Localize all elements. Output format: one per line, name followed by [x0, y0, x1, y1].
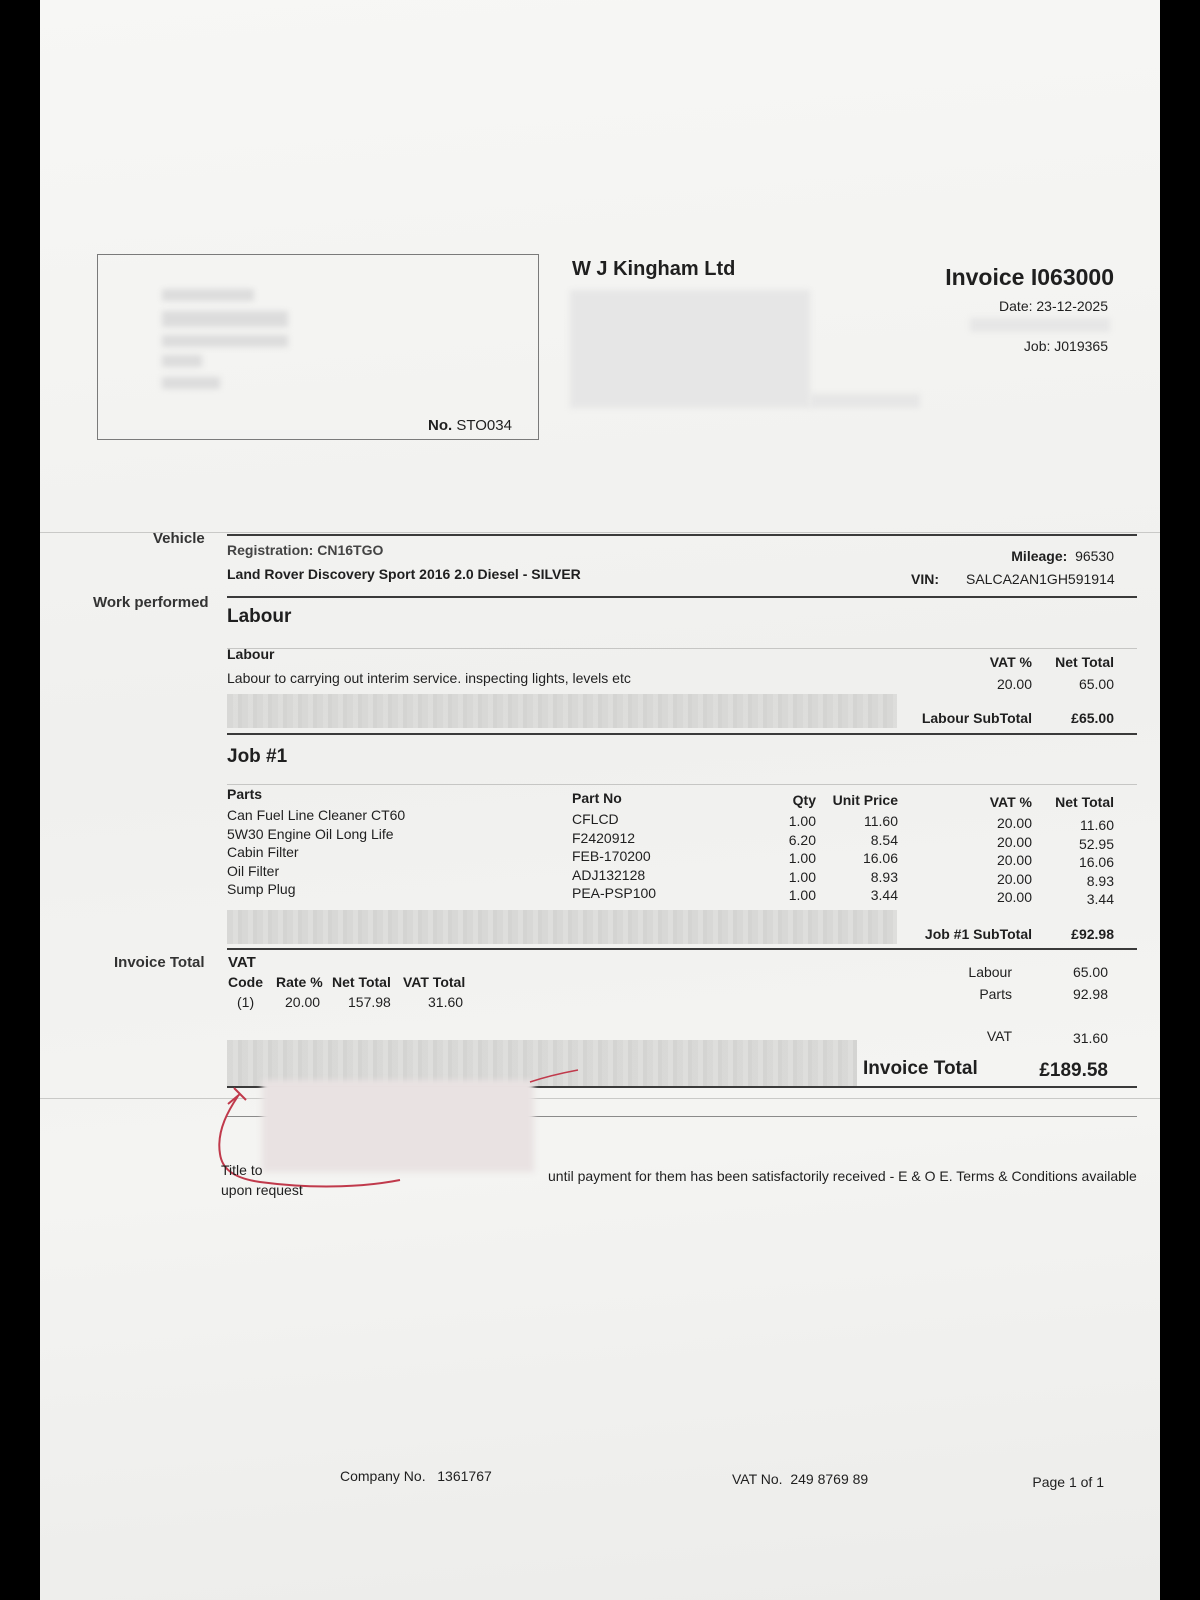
- vat-header: VAT %: [989, 794, 1032, 810]
- part-vat: 20.00: [996, 870, 1032, 887]
- vat-rate-value: 20.00: [285, 994, 321, 1010]
- vat-code-header: Code: [228, 974, 263, 990]
- redacted-text: [810, 394, 920, 408]
- part-qty: 6.20: [788, 831, 816, 848]
- invoice-total-value: £189.58: [1039, 1060, 1108, 1081]
- mileage-label: Mileage:: [1011, 548, 1068, 564]
- customer-number-label: No.: [428, 417, 453, 434]
- fold-line: [40, 1098, 1160, 1099]
- vat-net-value: 157.98: [348, 994, 391, 1010]
- part-net: 3.44: [1086, 891, 1114, 907]
- part-unit-price: 3.44: [870, 887, 898, 903]
- redacted-text: [162, 377, 220, 389]
- vat-total-header: VAT Total: [403, 974, 466, 990]
- labour-subtotal-value: £65.00: [1071, 710, 1114, 726]
- invoice-date: Date: 23-12-2025: [999, 298, 1108, 314]
- vehicle-registration: Registration: CN16TGO: [227, 542, 384, 558]
- net-total-header: Net Total: [1055, 794, 1114, 810]
- redacted-text: [970, 318, 1110, 332]
- part-description: 5W30 Engine Oil Long Life: [227, 825, 394, 842]
- part-qty: 1.00: [788, 887, 816, 903]
- labour-description: Labour to carrying out interim service. inspecting lights, levels etc: [227, 670, 631, 686]
- vat-total-value: 31.60: [428, 994, 464, 1010]
- invoice-page: [40, 0, 1160, 1600]
- divider: [227, 648, 1137, 649]
- labour-vat-value: 20.00: [996, 676, 1032, 692]
- job-subtotal-value: £92.98: [1071, 926, 1114, 942]
- totals-vat-value: 31.60: [1072, 1030, 1108, 1046]
- part-number: CFLCD: [572, 811, 619, 827]
- part-number-column: [572, 810, 656, 903]
- totals-vat-label: VAT: [986, 1028, 1012, 1044]
- part-unit-price: 8.54: [870, 831, 898, 848]
- part-number: FEB-170200: [572, 848, 651, 864]
- pen-mark-icon: [210, 1068, 590, 1198]
- vin-value: SALCA2AN1GH591914: [966, 571, 1115, 587]
- part-description: Can Fuel Line Cleaner CT60: [227, 807, 406, 823]
- terms-line-end: until payment for them has been satisfactorily received - E & O E. Terms & Conditions available: [548, 1168, 1137, 1184]
- divider: [227, 784, 1137, 785]
- divider: [227, 596, 1137, 598]
- totals-parts-value: 92.98: [1072, 986, 1108, 1002]
- customer-number: [428, 417, 512, 434]
- mileage-value: 96530: [1075, 548, 1114, 564]
- redacted-text: [162, 311, 288, 327]
- redacted-text: [162, 335, 288, 347]
- part-number: PEA-PSP100: [572, 885, 657, 901]
- divider: [227, 534, 1137, 536]
- labour-net-value: 65.00: [1078, 676, 1114, 692]
- section-label-vehicle: Vehicle: [153, 530, 205, 547]
- part-unit-price: 16.06: [862, 850, 898, 866]
- parts-description-column: [227, 806, 405, 899]
- labour-net-header: Net Total: [1055, 654, 1114, 670]
- terms-line-2: upon request: [221, 1182, 303, 1198]
- totals-parts-label: Parts: [979, 986, 1012, 1002]
- vat-rate-header: Rate %: [276, 974, 323, 990]
- part-net: 8.93: [1086, 872, 1114, 889]
- invoice-job: Job: J019365: [1023, 338, 1108, 354]
- part-unit-price: 11.60: [864, 813, 898, 829]
- part-description: Sump Plug: [227, 881, 296, 897]
- part-net: 16.06: [1078, 854, 1114, 870]
- page-number: Page 1 of 1: [1032, 1474, 1104, 1490]
- shaded-band: [227, 910, 897, 944]
- part-vat: 20.00: [996, 852, 1032, 868]
- job-subtotal-label: Job #1 SubTotal: [924, 926, 1032, 942]
- shaded-band: [227, 694, 897, 728]
- part-vat: 20.00: [996, 815, 1032, 831]
- vin-label: VIN:: [911, 571, 939, 587]
- part-qty: 1.00: [788, 850, 816, 866]
- vat-code-value: (1): [237, 994, 255, 1010]
- parts-header: Parts: [227, 786, 263, 802]
- part-number: F2420912: [572, 829, 636, 846]
- totals-labour-value: 65.00: [1072, 964, 1108, 980]
- vehicle-description: Land Rover Discovery Sport 2016 2.0 Diesel - SILVER: [227, 566, 581, 582]
- part-unit-price: 8.93: [870, 868, 898, 885]
- company-number: [340, 1468, 492, 1484]
- section-label-invoice-total: Invoice Total: [114, 954, 205, 971]
- divider: [227, 733, 1137, 735]
- vat-number-label: VAT No.: [732, 1471, 783, 1487]
- part-vat: 20.00: [996, 833, 1032, 850]
- redacted-text: [162, 289, 254, 301]
- part-net: 11.60: [1080, 817, 1114, 833]
- divider: [227, 948, 1137, 950]
- unit-price-header: Unit Price: [832, 792, 898, 808]
- redacted-company-address: [570, 290, 810, 408]
- fold-line: [40, 532, 1160, 533]
- vat-number-value: 249 8769 89: [790, 1471, 869, 1487]
- part-vat: 20.00: [996, 889, 1032, 905]
- qty-header: Qty: [792, 792, 816, 808]
- unit-price-column: [863, 812, 898, 905]
- section-label-work-performed: Work performed: [93, 594, 209, 611]
- qty-column: [789, 812, 816, 905]
- customer-address-box: [97, 254, 539, 440]
- part-number: ADJ132128: [572, 866, 646, 883]
- part-description: Oil Filter: [227, 862, 280, 879]
- invoice-total-label: Invoice Total: [863, 1058, 978, 1079]
- labour-subheading: Labour: [227, 646, 275, 662]
- part-qty: 1.00: [788, 868, 816, 885]
- vat-table-title: VAT: [228, 954, 256, 971]
- labour-subtotal-label: Labour SubTotal: [921, 710, 1032, 726]
- vehicle-mileage: [1011, 548, 1114, 564]
- invoice-title: Invoice I063000: [945, 264, 1114, 290]
- part-description: Cabin Filter: [227, 844, 299, 860]
- vat-column: [997, 814, 1032, 907]
- part-net: 52.95: [1078, 835, 1114, 852]
- company-name: W J Kingham Ltd: [572, 258, 736, 280]
- labour-vat-header: VAT %: [989, 654, 1032, 670]
- job-heading: Job #1: [227, 746, 288, 767]
- vat-number: [732, 1471, 868, 1487]
- labour-heading: Labour: [227, 606, 292, 627]
- terms-line-start: Title to: [221, 1162, 263, 1178]
- part-no-header: Part No: [572, 790, 622, 806]
- company-number-value: 1361767: [437, 1468, 492, 1484]
- redacted-text: [162, 355, 202, 367]
- part-qty: 1.00: [788, 813, 816, 829]
- net-total-column: [1079, 816, 1114, 909]
- vat-net-header: Net Total: [332, 974, 391, 990]
- totals-labour-label: Labour: [968, 964, 1012, 980]
- customer-number-value: STO034: [456, 417, 512, 434]
- company-number-label: Company No.: [340, 1468, 426, 1484]
